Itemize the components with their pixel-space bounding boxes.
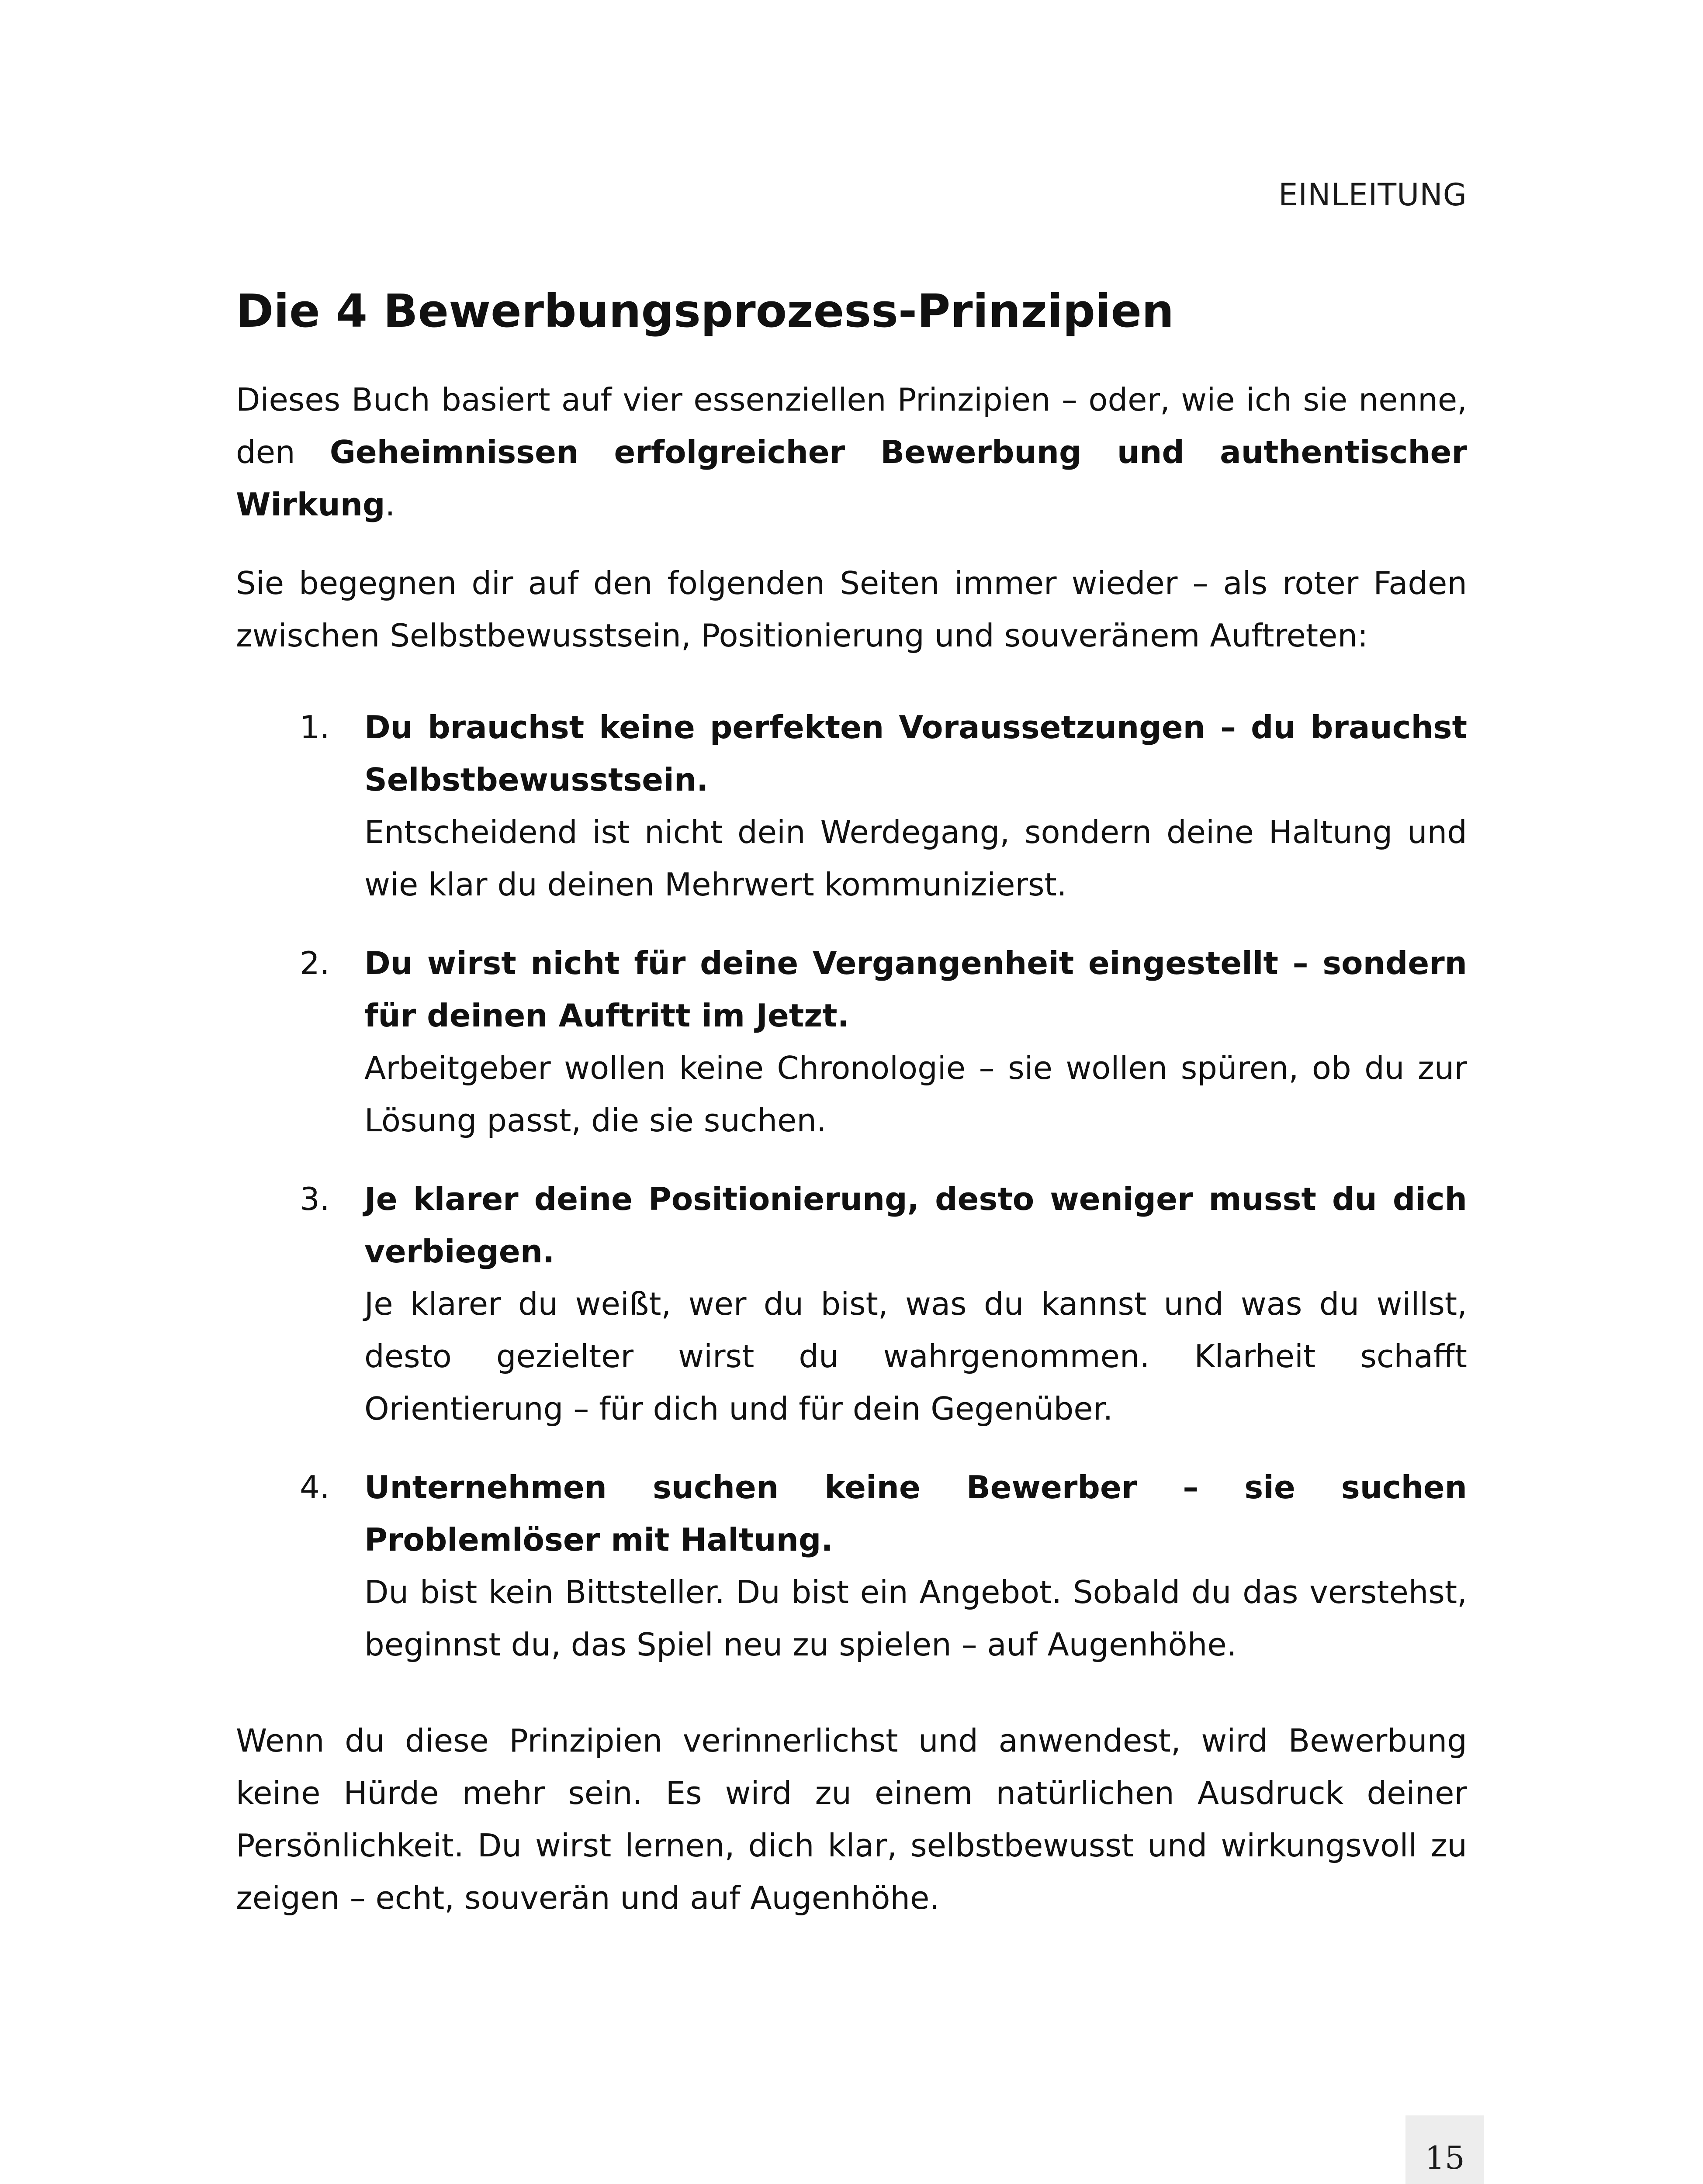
lead-in-paragraph: Sie begegnen dir auf den folgenden Seiten immer wieder – als roter Faden zwischen Selbstbewusstsein, Positionierung und souveränem Auftreten:: [236, 564, 1467, 654]
intro-punctuation: .: [385, 486, 395, 523]
principle-number: 3.: [300, 1180, 330, 1217]
running-header: EINLEITUNG: [1278, 177, 1467, 213]
intro-paragraph: [236, 373, 1467, 531]
principle-title: Du wirst nicht für deine Vergangenheit eingestellt – sondern für deinen Auftritt im Jetzt.: [364, 944, 1467, 1034]
page-number: 15: [1425, 2139, 1465, 2176]
principle-title: Unternehmen suchen keine Bewerber – sie suchen Problemlöser mit Haltung.: [364, 1469, 1467, 1558]
page-content: [236, 284, 1467, 1950]
closing-paragraph: Wenn du diese Prinzipien verinnerlichst und anwendest, wird Bewerbung keine Hürde mehr sein. Es wird zu einem natürlichen Ausdruck deiner Persönlichkeit. Du wirst lernen, dich klar, selbstbewusst und wirkungsvoll zu zeigen – echt, souverän und auf Augenhöhe.: [236, 1722, 1467, 1916]
page-number-tab: [1405, 2115, 1484, 2184]
principle-number: 1.: [300, 708, 330, 746]
principle-number: 4.: [300, 1469, 330, 1506]
principle-title: Je klarer deine Positionierung, desto weniger musst du dich verbiegen.: [364, 1180, 1467, 1270]
principle-item: [236, 1461, 1467, 1671]
principle-body: Je klarer du weißt, wer du bist, was du kannst und was du willst, desto gezielter wirst du wahrgenommen. Klarheit schafft Orientierung – für dich und für dein Gegenüber.: [364, 1285, 1467, 1427]
principle-title: Du brauchst keine perfekten Voraussetzungen – du brauchst Selbstbewusstsein.: [364, 708, 1467, 798]
principles-list: [236, 701, 1467, 1671]
principle-item: [236, 937, 1467, 1147]
principle-number: 2.: [300, 944, 330, 981]
intro-emphasis: Geheimnissen erfolgreicher Bewerbung und authentischer Wirkung: [236, 433, 1467, 523]
principle-item: [236, 701, 1467, 911]
principle-body: Entscheidend ist nicht dein Werdegang, sondern deine Haltung und wie klar du deinen Mehrwert kommunizierst.: [364, 813, 1467, 903]
principle-body: Du bist kein Bittsteller. Du bist ein Angebot. Sobald du das verstehst, beginnst du, das Spiel neu zu spielen – auf Augenhöhe.: [364, 1573, 1467, 1663]
page-title: Die 4 Bewerbungsprozess-Prinzipien: [236, 284, 1174, 338]
principle-body: Arbeitgeber wollen keine Chronologie – sie wollen spüren, ob du zur Lösung passt, die sie suchen.: [364, 1049, 1467, 1139]
principle-item: [236, 1173, 1467, 1435]
intro-text: Dieses Buch basiert auf vier essenziellen Prinzipien – oder, wie ich sie nenne, den: [236, 381, 1467, 470]
